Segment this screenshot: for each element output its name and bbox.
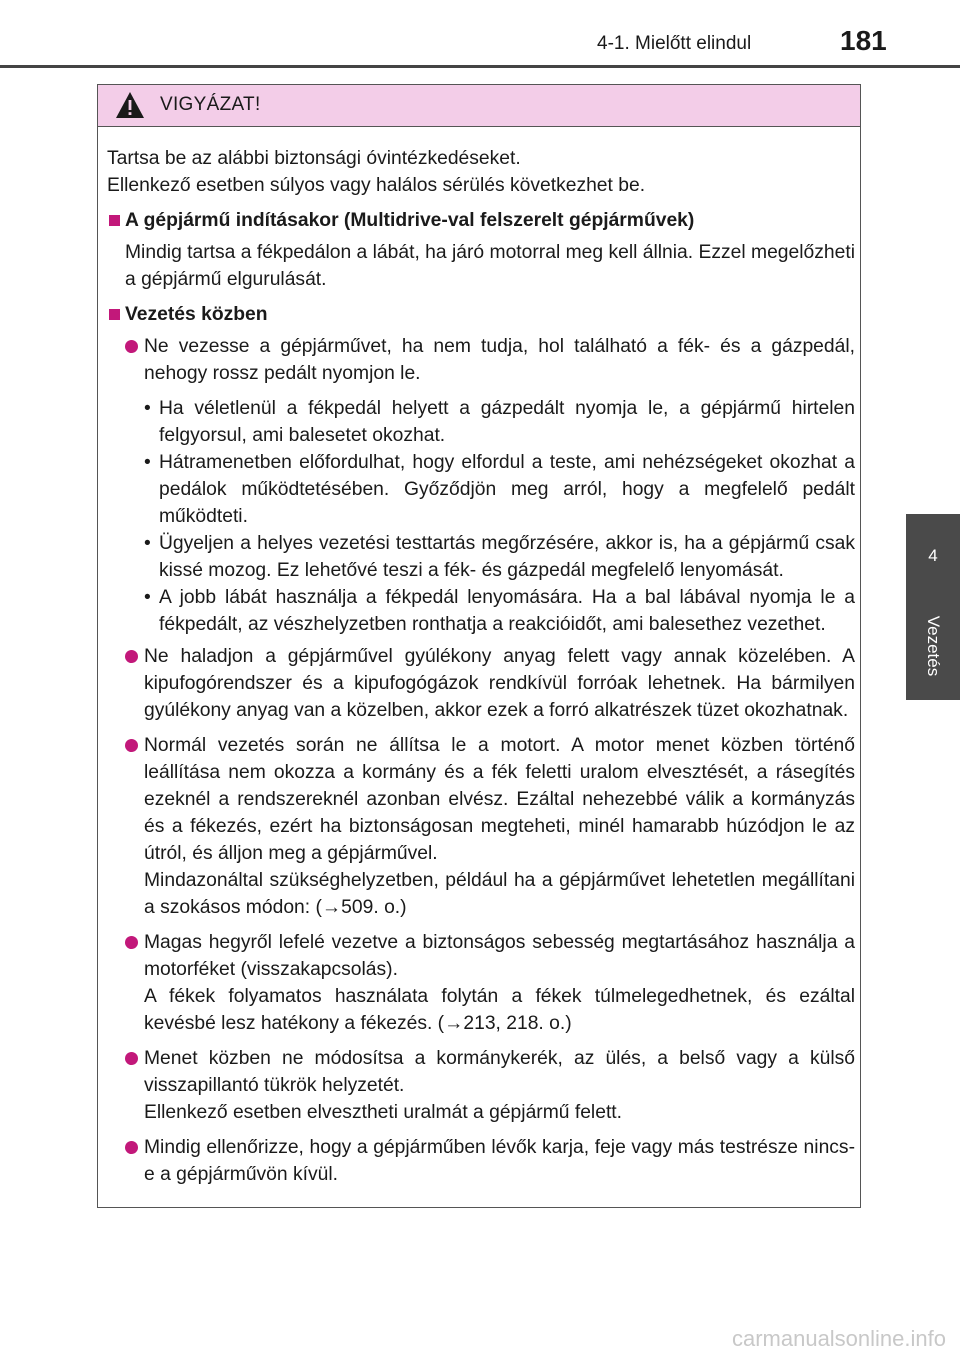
square-bullet-icon — [109, 309, 120, 320]
circle-bullet-icon — [125, 1052, 138, 1065]
sub-bullet-text: Hátramenetben előfordulhat, hogy elfordul a teste, ami nehézségeket okozhat a pedálok működtetésében. Győződjön meg arról, hogy a megfelelő pedált működteti. — [159, 452, 855, 527]
section-text: Mindig tartsa a fékpedálon a lábát, ha járó motorral meg kell állnia. Ezzel megelőzheti a gépjármű elgurulását. — [125, 242, 855, 290]
page-number: 181 — [840, 25, 887, 56]
chapter-number: 4 — [928, 546, 938, 565]
sub-bullet-item — [107, 530, 855, 584]
sub-bullet-item — [107, 584, 855, 638]
list-item — [107, 929, 855, 1037]
square-bullet-icon — [109, 215, 120, 226]
watermark: carmanualsonline.info — [731, 1326, 946, 1351]
sub-bullet-list — [107, 395, 855, 638]
warning-triangle-icon — [115, 91, 145, 119]
list-item-text: Menet közben ne módosítsa a kormánykerék, az ülés, a belső vagy a külső visszapillantó tükrök helyzetét. — [144, 1048, 855, 1096]
sub-bullet-item — [107, 449, 855, 530]
list-item-text: Mindig ellenőrizze, hogy a gépjárműben lévők karja, feje vagy más testrésze nincs-e a gépjárművön kívül. — [144, 1137, 855, 1185]
section-heading-text: A gépjármű indításakor (Multidrive-val felszerelt gépjárművek) — [125, 210, 695, 231]
chapter-tab — [906, 514, 960, 700]
intro-paragraph — [107, 145, 855, 199]
dot-bullet-icon: • — [144, 398, 151, 419]
warning-box — [97, 84, 861, 1208]
header-divider — [0, 65, 960, 68]
dot-bullet-icon: • — [144, 452, 151, 473]
section-heading-start — [107, 207, 855, 234]
warning-content — [107, 145, 855, 1196]
circle-bullet-icon — [125, 1141, 138, 1154]
section-heading-text: Vezetés közben — [125, 304, 268, 325]
sub-bullet-text: A jobb lábát használja a fékpedál lenyomására. Ha a bal lábával nyomja le a fékpedált, az vészhelyzetben ronthatja a reakcióidőt, ami balesethez vezethet. — [159, 587, 855, 635]
list-item — [107, 333, 855, 387]
circle-bullet-icon — [125, 340, 138, 353]
list-item-text: Normál vezetés során ne állítsa le a motort. A motor menet közben történő leállítása nem okozza a kormány és a fék feletti uralom elvesztését, a rásegítés ezeknél a rendszereknél azonban elvész. Ezáltal nehezebbé válik a kormányzás és a fékezés, ezért ha biztonságosan megteheti, minél hamarabb húzódjon le az útról, és álljon meg a gépjárművel. — [144, 735, 855, 864]
chapter-label: Vezetés — [924, 615, 943, 677]
list-item-text: Mindazonáltal szükséghelyzetben, például ha a gépjárművet lehetetlen megállítani a szokásos módon: (→509. o.) — [144, 870, 855, 918]
dot-bullet-icon: • — [144, 587, 151, 608]
intro-line: Ellenkező esetben súlyos vagy halálos sérülés következhet be. — [107, 175, 646, 196]
list-item-text: Ne haladjon a gépjárművel gyúlékony anyag felett vagy annak közelében. A kipufogórendszer és a kipufogógázok rendkívül forróak lehetnek. Ha bármilyen gyúlékony anyag van a közelben, akkor ezek a forró alkatrészek tüzet okozhatnak. — [144, 646, 855, 721]
section-title: 4-1. Mielőtt elindul — [597, 33, 752, 54]
circle-bullet-icon — [125, 650, 138, 663]
section-heading-driving — [107, 301, 855, 328]
circle-bullet-icon — [125, 739, 138, 752]
dot-bullet-icon: • — [144, 533, 151, 554]
sub-bullet-text: Ügyeljen a helyes vezetési testtartás megőrzésére, akkor is, ha a gépjármű csak kissé mozog. Ez lehetővé teszi a fék- és gázpedál megfelelő lenyomását. — [159, 533, 855, 581]
list-item-text: A fékek folyamatos használata folytán a fékek túlmelegedhetnek, és ezáltal kevésbé lesz hatékony a fékezés. (→213, 218. o.) — [144, 986, 855, 1034]
list-item — [107, 1134, 855, 1188]
circle-bullet-icon — [125, 936, 138, 949]
intro-line: Tartsa be az alábbi biztonsági óvintézkedéseket. — [107, 148, 521, 169]
list-item — [107, 643, 855, 724]
warning-header — [98, 85, 860, 127]
sub-bullet-item — [107, 395, 855, 449]
sub-bullet-text: Ha véletlenül a fékpedál helyett a gázpedált nyomja le, a gépjármű hirtelen felgyorsul, ami balesetet okozhat. — [159, 398, 855, 446]
list-item — [107, 732, 855, 921]
list-item-text: Ne vezesse a gépjárművet, ha nem tudja, hol található a fék- és a gázpedál, nehogy rossz pedált nyomjon le. — [144, 336, 855, 384]
list-item-text: Magas hegyről lefelé vezetve a biztonságos sebesség megtartásához használja a motorféket (visszakapcsolás). — [144, 932, 855, 980]
warning-title: VIGYÁZAT! — [160, 94, 261, 115]
list-item — [107, 1045, 855, 1126]
list-item-text: Ellenkező esetben elvesztheti uralmát a gépjármű felett. — [144, 1102, 623, 1123]
